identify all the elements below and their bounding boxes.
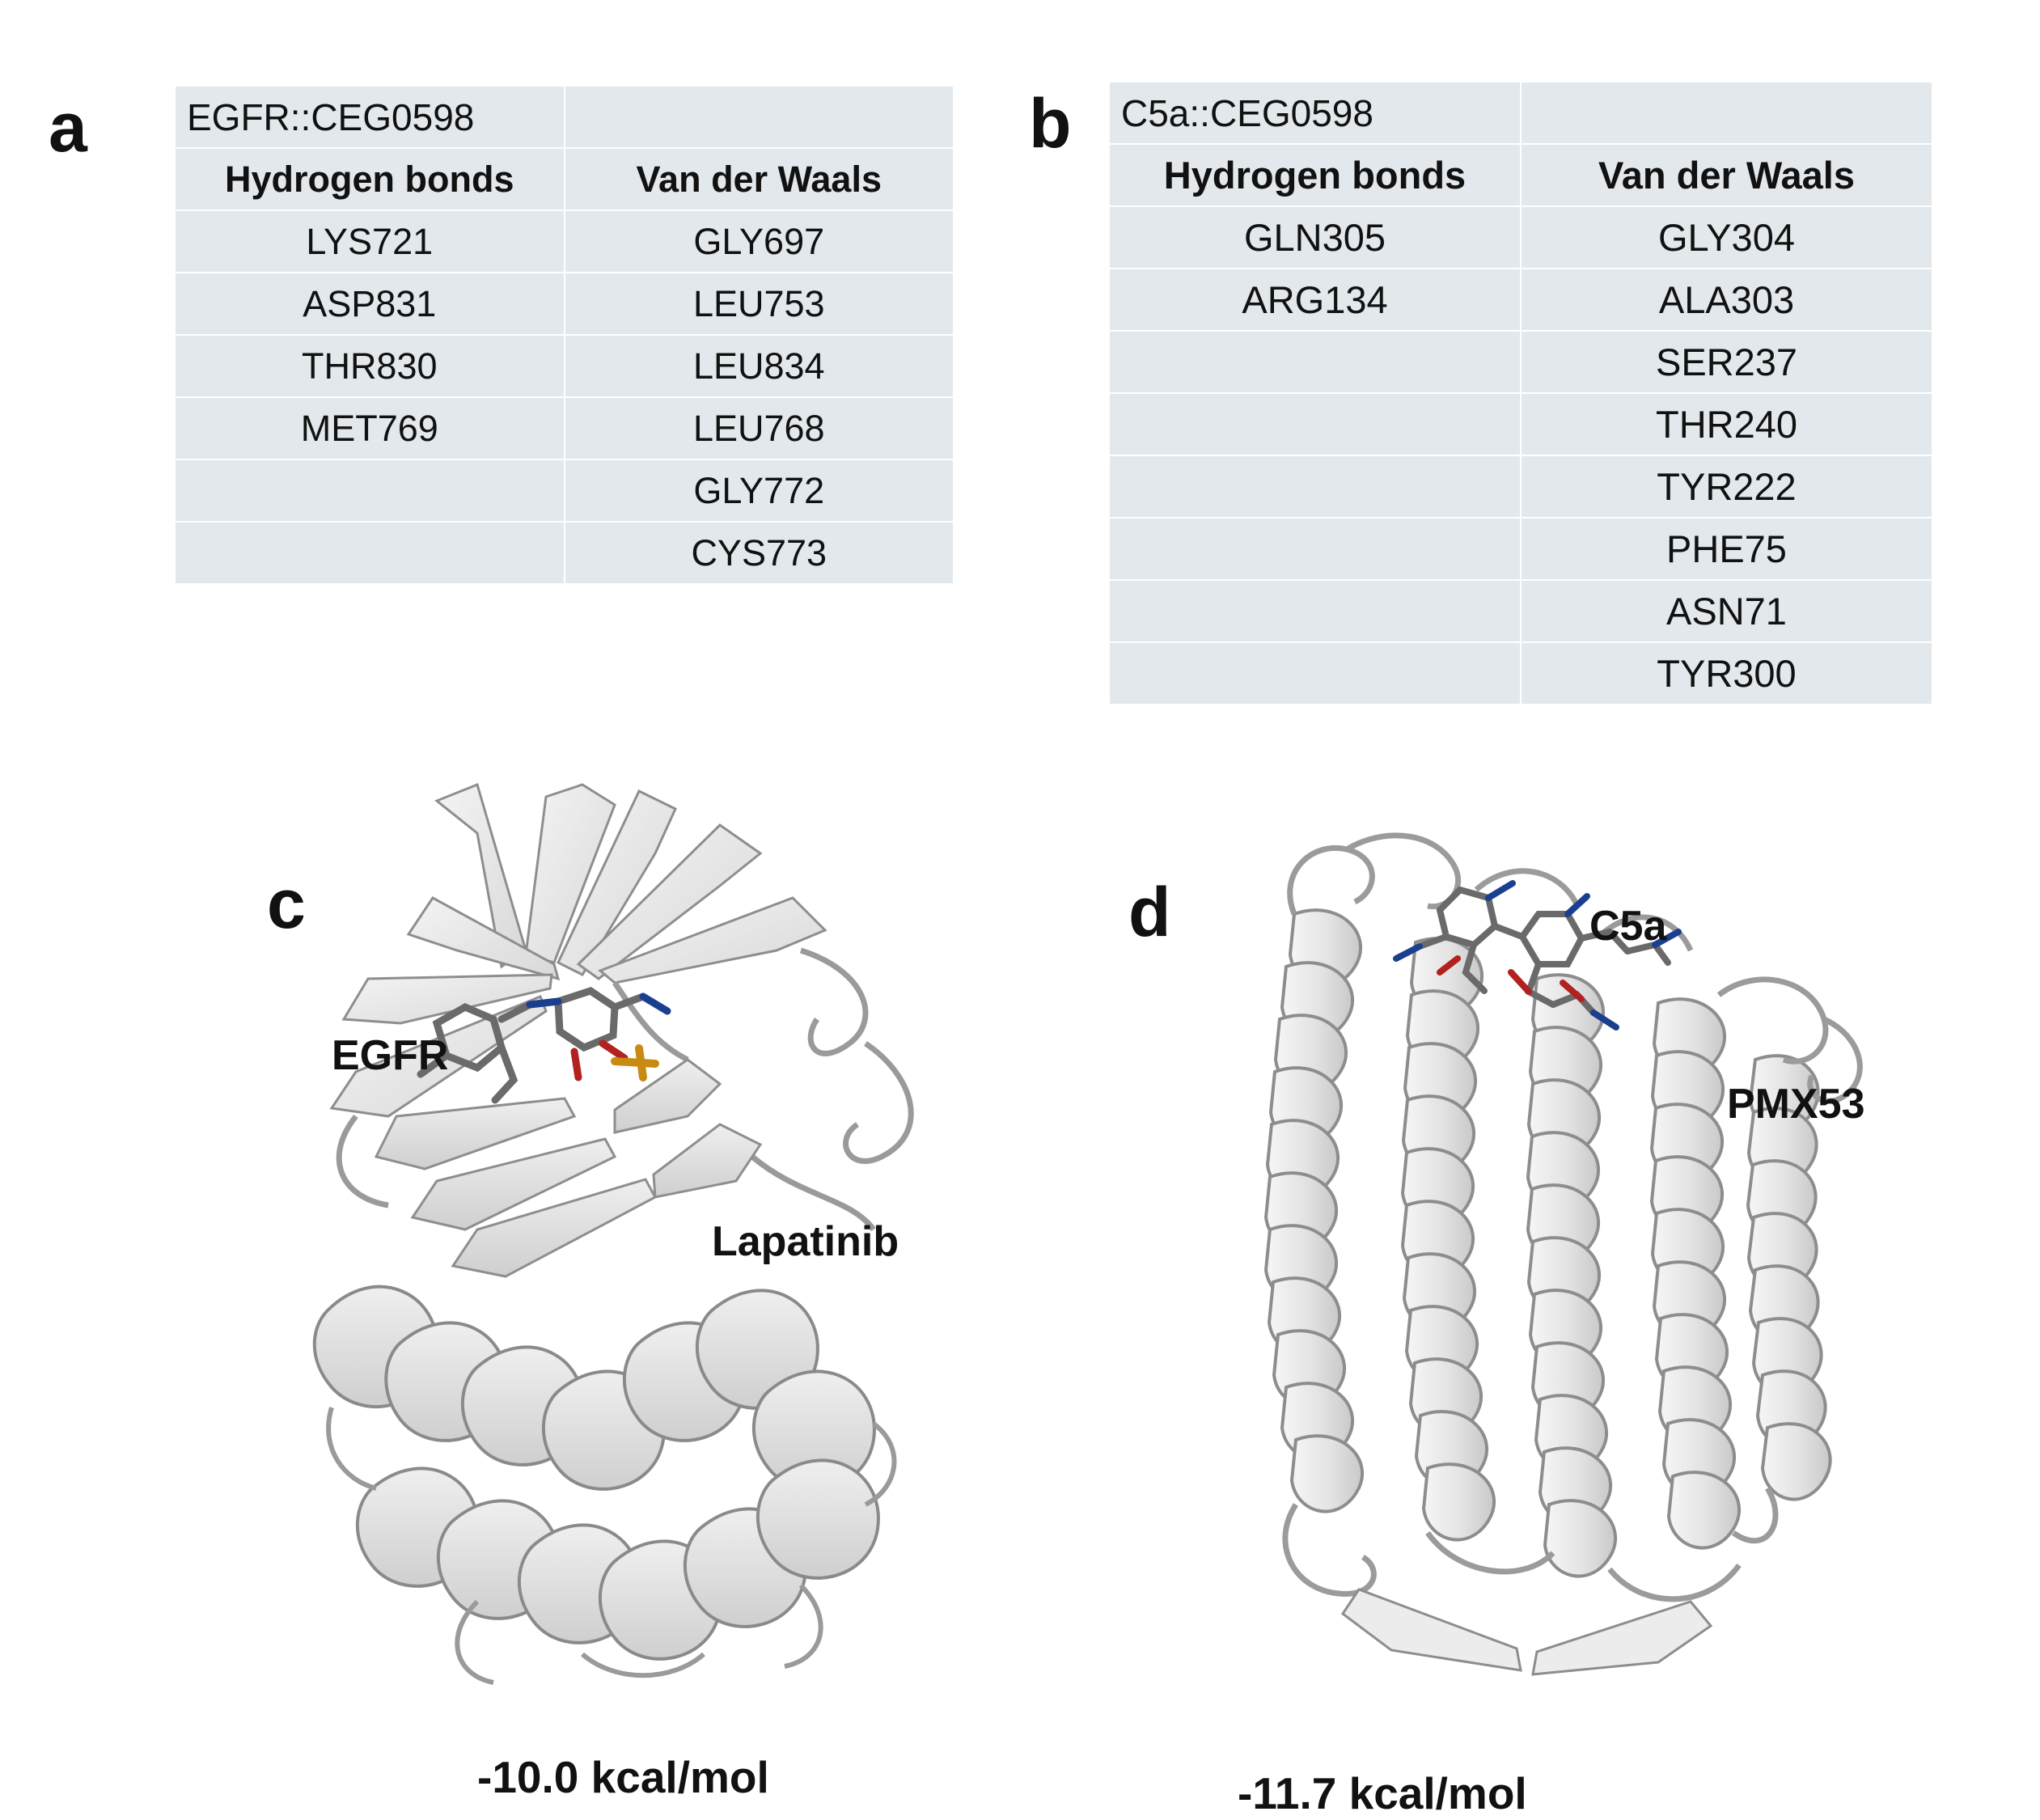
table-row: [175, 522, 954, 584]
egfr-protein-label: EGFR: [332, 1032, 449, 1079]
table-row: [175, 148, 954, 210]
table-b-cell: [1109, 331, 1521, 393]
egfr-ribbon-svg: [235, 777, 1052, 1739]
egfr-interaction-table: [174, 85, 954, 585]
table-row: [175, 273, 954, 335]
table-row: [1109, 82, 1932, 144]
table-b-cell: [1109, 455, 1521, 518]
table-row: [175, 397, 954, 459]
table-b-title: C5a::CEG0598: [1109, 82, 1521, 144]
table-row: [1109, 455, 1932, 518]
table-a-cell: LYS721: [175, 210, 565, 273]
table-a-cell: [175, 522, 565, 584]
panel-letter-a: a: [49, 89, 87, 167]
table-b-cell: SER237: [1521, 331, 1932, 393]
table-a-cell: ASP831: [175, 273, 565, 335]
table-b-cell: [1109, 642, 1521, 705]
table-b-cell: ASN71: [1521, 580, 1932, 642]
table-a-cell: MET769: [175, 397, 565, 459]
table-row: [1109, 206, 1932, 269]
c5a-binding-energy: -11.7 kcal/mol: [1238, 1768, 1527, 1818]
table-b-cell: THR240: [1521, 393, 1932, 455]
pmx53-ligand-label: PMX53: [1727, 1081, 1865, 1128]
panel-letter-b: b: [1029, 85, 1072, 163]
panel-letter-c: c: [267, 866, 306, 943]
table-row: [175, 459, 954, 522]
table-b-cell: TYR300: [1521, 642, 1932, 705]
table-b-cell: GLN305: [1109, 206, 1521, 269]
table-b-cell: TYR222: [1521, 455, 1932, 518]
base-sheet: [1343, 1589, 1711, 1674]
transmembrane-helix-group: [1266, 910, 1830, 1576]
table-row: [1109, 642, 1932, 705]
table-a-header-vdw: Van der Waals: [565, 148, 954, 210]
table-row: [175, 86, 954, 148]
table-row: [175, 335, 954, 397]
egfr-binding-energy: -10.0 kcal/mol: [477, 1752, 769, 1802]
table-a-cell: GLY772: [565, 459, 954, 522]
table-row: [1109, 580, 1932, 642]
c5a-interaction-table: [1108, 81, 1933, 705]
helix-group: [315, 1287, 895, 1682]
table-a-cell: LEU834: [565, 335, 954, 397]
table-b-header-hbonds: Hydrogen bonds: [1109, 144, 1521, 206]
table-row: [1109, 144, 1932, 206]
table-a-cell: LEU768: [565, 397, 954, 459]
table-b-cell: ARG134: [1109, 269, 1521, 331]
lapatinib-ligand-label: Lapatinib: [712, 1218, 899, 1265]
table-b-header-vdw: Van der Waals: [1521, 144, 1932, 206]
table-row: [175, 210, 954, 273]
table-b-cell: [1109, 580, 1521, 642]
table-b-cell: [1109, 518, 1521, 580]
table-row: [1109, 518, 1932, 580]
table-a-cell: GLY697: [565, 210, 954, 273]
table-row: [1109, 393, 1932, 455]
table-a-header-hbonds: Hydrogen bonds: [175, 148, 565, 210]
table-b-cell: [1109, 393, 1521, 455]
table-a-title: EGFR::CEG0598: [175, 86, 565, 148]
table-a-cell: CYS773: [565, 522, 954, 584]
table-a-cell: THR830: [175, 335, 565, 397]
table-b-cell: PHE75: [1521, 518, 1932, 580]
c5a-protein-label: C5a: [1589, 903, 1667, 950]
egfr-structure-image: [235, 777, 1052, 1739]
mid-sheet-group: [376, 1060, 760, 1276]
table-a-cell: [175, 459, 565, 522]
table-a-title-blank: [565, 86, 954, 148]
table-b-title-blank: [1521, 82, 1932, 144]
table-b-cell: GLY304: [1521, 206, 1932, 269]
table-row: [1109, 331, 1932, 393]
c5a-ribbon-svg: [1173, 793, 1901, 1755]
panel-letter-d: d: [1128, 874, 1171, 951]
table-b-cell: ALA303: [1521, 269, 1932, 331]
table-row: [1109, 269, 1932, 331]
c5a-structure-image: [1173, 793, 1901, 1755]
table-a-cell: LEU753: [565, 273, 954, 335]
